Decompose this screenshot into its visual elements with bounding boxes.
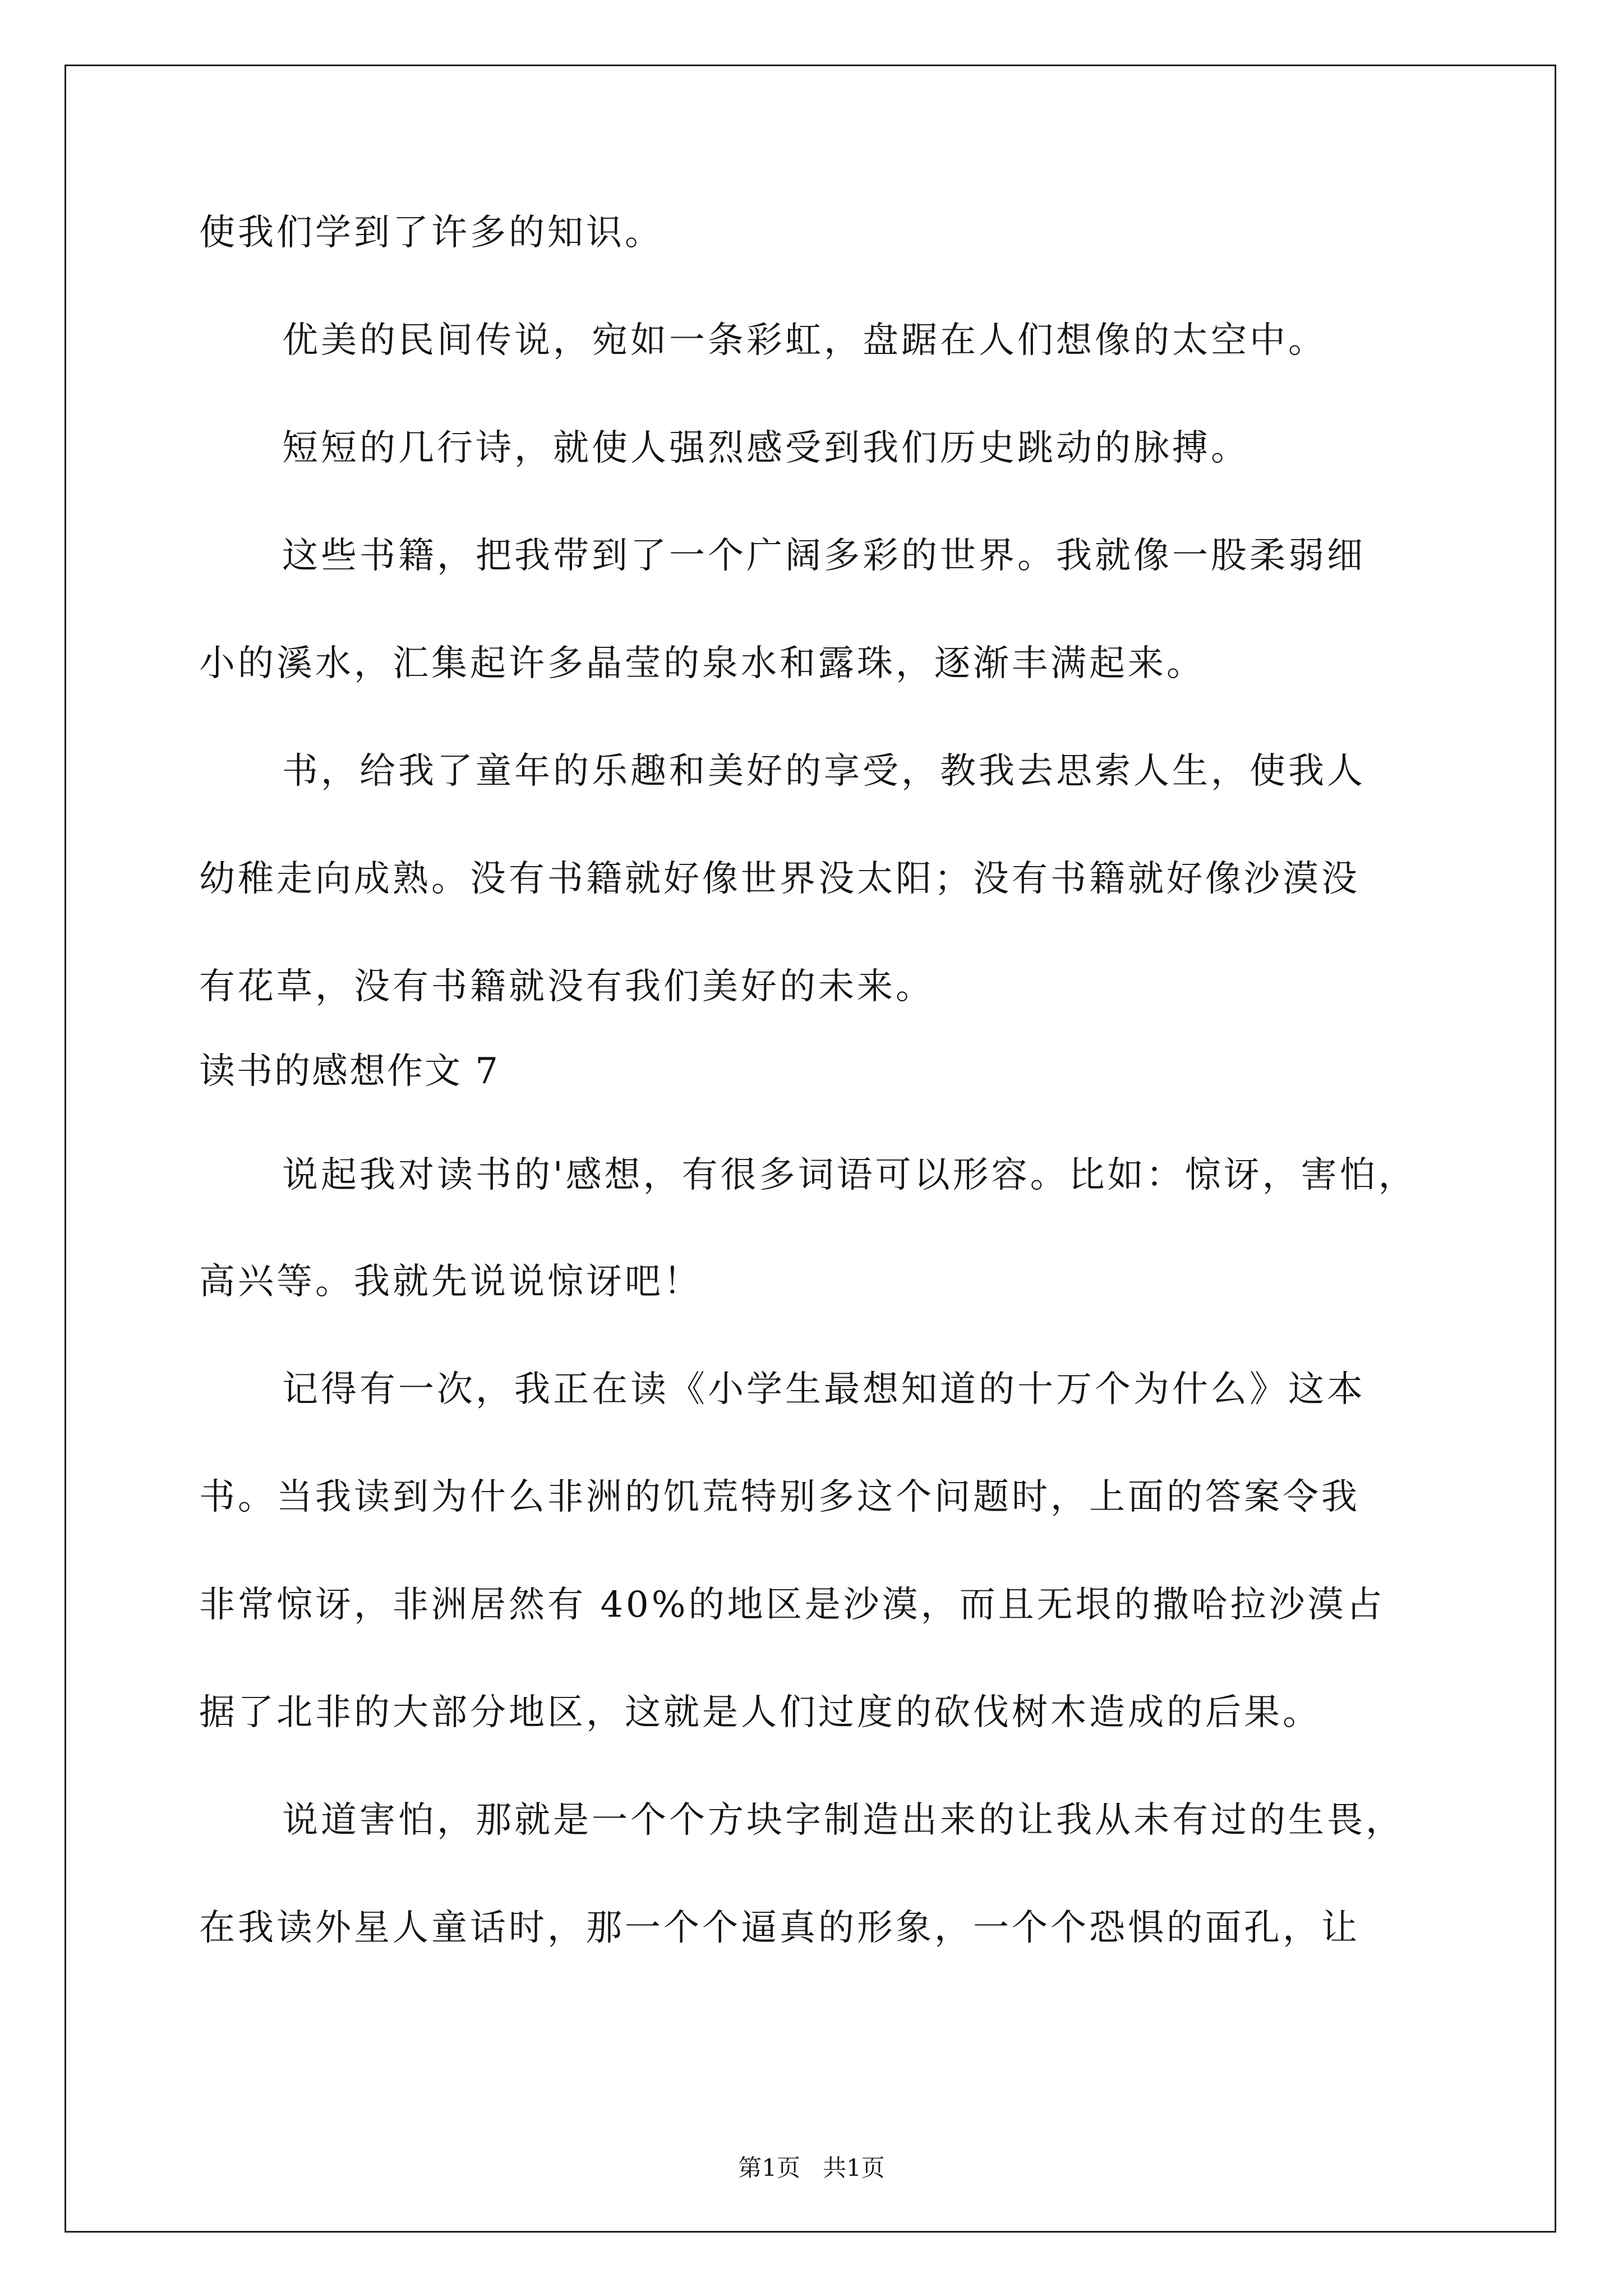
text-line: 有花草，没有书籍就没有我们美好的未来。 [199, 966, 934, 1007]
text-line: 优美的民间传说，宛如一条彩虹，盘踞在人们想像的太空中。 [282, 320, 1327, 361]
text-line: 非常惊讶，非洲居然有 40%的地区是沙漠，而且无垠的撒哈拉沙漠占 [199, 1584, 1385, 1626]
text-line: 说道害怕，那就是一个个方块字制造出来的让我从未有过的生畏， [282, 1800, 1404, 1841]
text-line: 书。当我读到为什么非洲的饥荒特别多这个问题时，上面的答案令我 [199, 1476, 1360, 1518]
text-line: 记得有一次，我正在读《小学生最想知道的十万个为什么》这本 [282, 1369, 1366, 1410]
text-line: 说起我对读书的'感想，有很多词语可以形容。比如：惊讶，害怕， [282, 1154, 1417, 1196]
text-line: 短短的几行诗，就使人强烈感受到我们历史跳动的脉搏。 [282, 427, 1249, 469]
page-footer: 第1页 共1页 [738, 2154, 885, 2182]
text-line: 小的溪水，汇集起许多晶莹的泉水和露珠，逐渐丰满起来。 [199, 643, 1205, 684]
text-line: 书，给我了童年的乐趣和美好的享受，教我去思索人生，使我人 [282, 751, 1366, 792]
text-line: 使我们学到了许多的知识。 [199, 212, 663, 254]
text-line: 据了北非的大部分地区，这就是人们过度的砍伐树木造成的后果。 [199, 1692, 1321, 1733]
text-line: 高兴等。我就先说说惊讶吧！ [199, 1261, 702, 1303]
text-line: 在我读外星人童话时，那一个个逼真的形象，一个个恐惧的面孔，让 [199, 1907, 1360, 1949]
section-heading: 读书的感想作文 7 [199, 1051, 500, 1092]
text-line: 幼稚走向成熟。没有书籍就好像世界没太阳；没有书籍就好像沙漠没 [199, 858, 1360, 900]
text-line: 这些书籍，把我带到了一个广阔多彩的世界。我就像一股柔弱细 [282, 535, 1366, 577]
